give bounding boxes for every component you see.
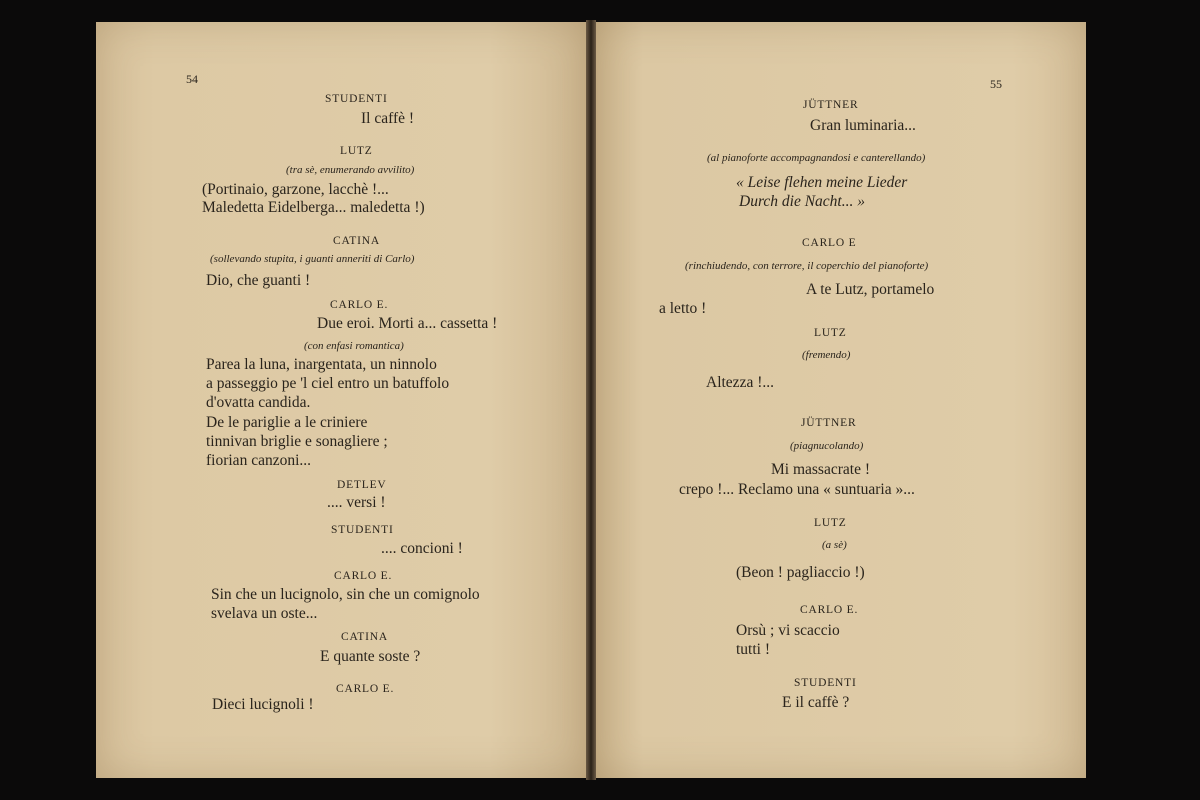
- speaker-label: JÜTTNER: [803, 99, 859, 111]
- speaker-label: STUDENTI: [325, 93, 388, 105]
- verse-line: A te Lutz, portamelo: [806, 281, 935, 298]
- verse-line: Il caffè !: [361, 110, 415, 127]
- speaker-label: JÜTTNER: [801, 417, 857, 429]
- speaker-label: LUTZ: [340, 145, 373, 157]
- right-page: [594, 22, 1086, 778]
- verse-line: .... concioni !: [381, 540, 463, 557]
- verse-line: Dio, che guanti !: [206, 272, 311, 289]
- verse-line: E il caffè ?: [782, 694, 850, 711]
- speaker-label: CATINA: [333, 235, 380, 247]
- stage-direction: (con enfasi romantica): [304, 340, 404, 352]
- stage-direction: (a sè): [822, 539, 847, 551]
- page-number-left: 54: [186, 72, 198, 86]
- speaker-label: CARLO E.: [800, 604, 859, 616]
- verse-line: Gran luminaria...: [810, 117, 916, 134]
- verse-line: Altezza !...: [706, 374, 774, 391]
- verse-line: svelava un oste...: [211, 605, 318, 622]
- speaker-label: CARLO E.: [334, 570, 393, 582]
- speaker-label: DETLEV: [337, 479, 387, 491]
- speaker-label: CARLO E: [802, 237, 857, 249]
- verse-line: tutti !: [736, 641, 771, 658]
- verse-line: .... versi !: [327, 494, 386, 511]
- stage-direction: (fremendo): [802, 349, 851, 361]
- verse-line: fiorian canzoni...: [206, 452, 312, 469]
- verse-line: (Portinaio, garzone, lacchè !...: [202, 181, 389, 198]
- verse-line: Sin che un lucignolo, sin che un comignolo: [211, 586, 480, 603]
- speaker-label: CARLO E.: [330, 299, 389, 311]
- speaker-label: LUTZ: [814, 327, 847, 339]
- verse-line: (Beon ! pagliaccio !): [736, 564, 865, 581]
- verse-line: Parea la luna, inargentata, un ninnolo: [206, 356, 437, 373]
- stage-direction: (sollevando stupita, i guanti anneriti di Carlo): [210, 253, 415, 265]
- verse-line: Orsù ; vi scaccio: [736, 622, 840, 639]
- verse-line: tinnivan briglie e sonagliere ;: [206, 433, 388, 450]
- verse-line: Maledetta Eidelberga... maledetta !): [202, 199, 425, 216]
- verse-line: crepo !... Reclamo una « suntuaria »...: [679, 481, 915, 498]
- verse-line: a letto !: [659, 300, 707, 317]
- speaker-label: STUDENTI: [794, 677, 857, 689]
- page-number-right: 55: [990, 77, 1002, 91]
- speaker-label: CATINA: [341, 631, 388, 643]
- speaker-label: CARLO E.: [336, 683, 395, 695]
- stage-direction: (tra sè, enumerando avvilito): [286, 164, 415, 176]
- verse-line: De le pariglie a le criniere: [206, 414, 368, 431]
- book-gutter: [586, 20, 596, 780]
- verse-line: E quante soste ?: [320, 648, 421, 665]
- speaker-label: LUTZ: [814, 517, 847, 529]
- stage-direction: (piagnucolando): [790, 440, 864, 452]
- speaker-label: STUDENTI: [331, 524, 394, 536]
- verse-line: a passeggio pe 'l ciel entro un batuffolo: [206, 375, 450, 392]
- verse-line: d'ovatta candida.: [206, 394, 311, 411]
- quoted-song-line: « Leise flehen meine Lieder: [736, 174, 908, 191]
- quoted-song-line: Durch die Nacht... »: [739, 193, 865, 210]
- stage-direction: (al pianoforte accompagnandosi e canterellando): [707, 152, 926, 164]
- verse-line: Mi massacrate !: [771, 461, 870, 478]
- verse-line: Dieci lucignoli !: [212, 696, 314, 713]
- stage-direction: (rinchiudendo, con terrore, il coperchio del pianoforte): [685, 260, 929, 272]
- verse-line: Due eroi. Morti a... cassetta !: [317, 315, 498, 332]
